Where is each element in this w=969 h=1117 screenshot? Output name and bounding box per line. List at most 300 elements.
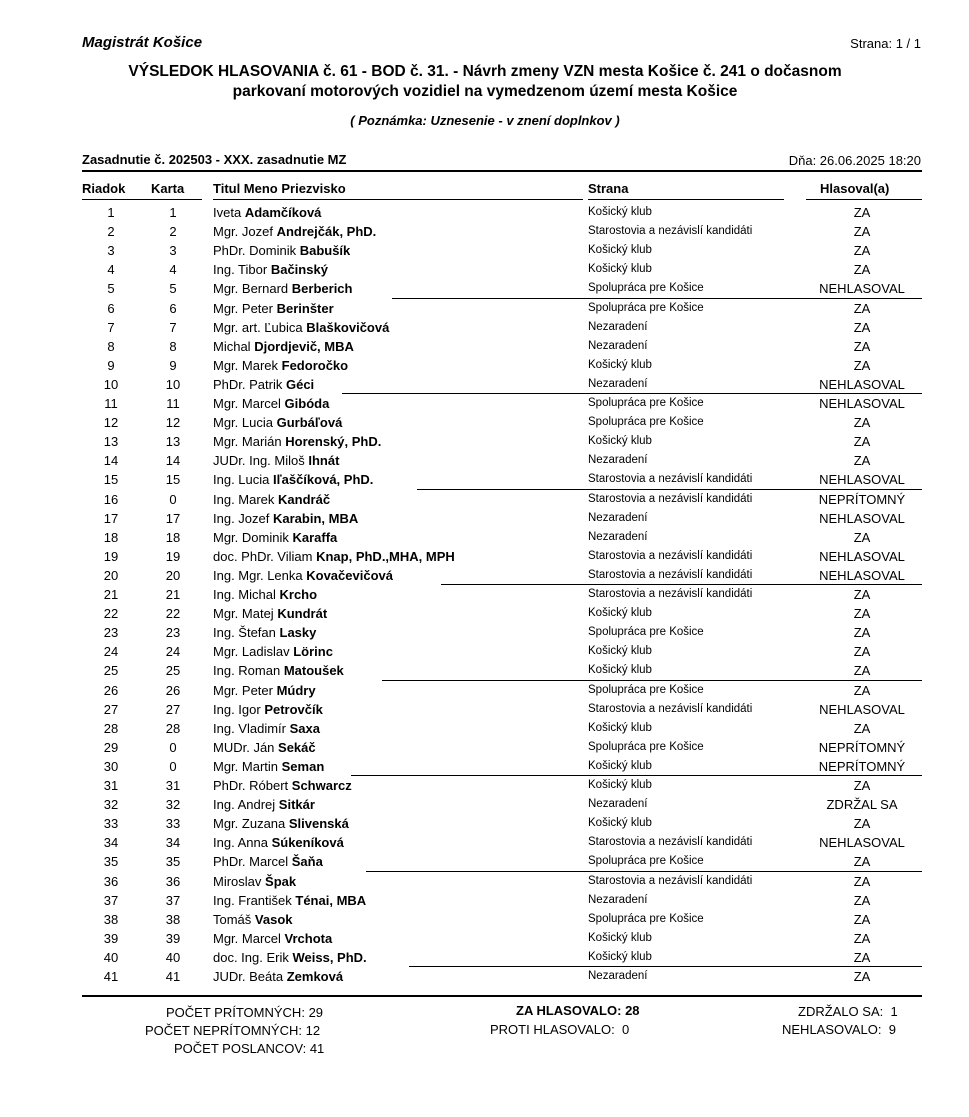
row-number: 1: [107, 205, 115, 220]
row-number: 24: [103, 644, 119, 660]
card-number: 3: [169, 243, 177, 259]
member-surname: Ihnát: [308, 453, 340, 469]
member-name: [213, 549, 455, 564]
row-number: 7: [107, 319, 115, 335]
card-number: 19: [165, 548, 181, 564]
document-title-line1: VÝSLEDOK HLASOVANIA č. 61 - BOD č. 31. - Návrh zmeny VZN mesta Košice č. 241 o dočasnom: [128, 63, 842, 80]
table-row: [0, 585, 969, 604]
card-number: 33: [165, 816, 181, 832]
organization-name: Magistrát Košice: [82, 34, 203, 51]
member-surname: Šaňa: [291, 854, 323, 870]
table-row: [0, 337, 969, 356]
table-row: [0, 661, 969, 680]
vote-result: ZA: [853, 205, 871, 220]
member-party: Košický klub: [588, 817, 652, 830]
member-party: Starostovia a nezávislí kandidáti: [588, 549, 753, 562]
vote-result: ZA: [853, 873, 871, 889]
row-number: 10: [103, 376, 119, 392]
table-row: [0, 623, 969, 642]
member-name: [213, 912, 293, 927]
member-party: Spolupráca pre Košice: [588, 626, 704, 639]
vote-result: ZA: [853, 434, 871, 450]
card-number: 37: [165, 892, 181, 908]
member-party: Spolupráca pre Košice: [588, 912, 704, 925]
member-name: [213, 339, 354, 354]
vote-result: NEHLASOVAL: [819, 835, 905, 851]
vote-result: ZA: [853, 415, 871, 431]
member-surname: Špak: [265, 873, 297, 889]
member-party: Nezaradení: [588, 893, 648, 906]
vote-result: ZA: [853, 262, 871, 278]
member-name: [213, 740, 316, 755]
vote-result: ZA: [853, 529, 871, 545]
row-number: 23: [103, 625, 119, 641]
member-surname: Múdry: [276, 682, 316, 698]
member-title-first-name: Ing. Štefan: [213, 625, 276, 641]
card-number: 32: [165, 797, 181, 813]
member-name: [213, 205, 321, 220]
member-surname: Berinšter: [276, 300, 334, 316]
table-row: [0, 375, 969, 394]
card-number: 1: [169, 205, 177, 220]
member-name: [213, 683, 316, 698]
row-number: 4: [107, 262, 115, 278]
header-underline: [82, 199, 202, 200]
member-title-first-name: JUDr. Beáta: [213, 969, 284, 984]
member-party: Košický klub: [588, 645, 652, 658]
table-row: [0, 738, 969, 757]
column-header-card: Karta: [151, 181, 185, 196]
vote-result: ZA: [853, 357, 871, 373]
summary-present: POČET PRÍTOMNÝCH: 29: [166, 1005, 324, 1020]
member-name: [213, 511, 358, 526]
member-title-first-name: Iveta: [213, 205, 242, 220]
vote-result: NEPRÍTOMNÝ: [818, 491, 906, 507]
table-row: [0, 509, 969, 528]
table-row: [0, 299, 969, 318]
member-name: [213, 759, 324, 774]
vote-result: ZA: [853, 720, 871, 736]
session-info: Zasadnutie č. 202503 - XXX. zasadnutie MZ: [82, 152, 347, 167]
card-number: 36: [165, 873, 181, 889]
member-name: [213, 816, 349, 831]
vote-result: NEHLASOVAL: [819, 701, 905, 717]
table-row: [0, 872, 969, 891]
member-title-first-name: JUDr. Ing. Miloš: [213, 453, 305, 469]
member-surname: Gurbáľová: [276, 415, 343, 431]
vote-result: ZA: [853, 453, 871, 469]
table-row: [0, 470, 969, 489]
member-surname: Vrchota: [284, 930, 333, 946]
row-number: 8: [107, 338, 115, 354]
vote-result: ZA: [853, 930, 871, 946]
member-title-first-name: Mgr. Dominik: [213, 529, 289, 545]
member-surname: Horenský, PhD.: [285, 434, 382, 450]
column-header-party: Strana: [588, 181, 629, 196]
member-surname: Súkeníková: [271, 835, 344, 851]
card-number: 2: [169, 224, 177, 240]
card-number: 13: [165, 434, 181, 450]
vote-result: ZA: [853, 969, 871, 984]
member-title-first-name: Mgr. Matej: [213, 606, 274, 622]
table-row: [0, 700, 969, 719]
member-surname: Saxa: [289, 720, 320, 736]
member-party: Starostovia a nezávislí kandidáti: [588, 492, 753, 505]
member-title-first-name: Mgr. Marek: [213, 357, 279, 373]
member-party: Nezaradení: [588, 320, 648, 333]
member-title-first-name: Mgr. Marcel: [213, 396, 281, 411]
member-party: Spolupráca pre Košice: [588, 416, 704, 429]
member-title-first-name: Miroslav: [213, 873, 262, 889]
card-number: 40: [165, 949, 181, 965]
member-surname: Schwarcz: [291, 778, 352, 793]
member-name: [213, 721, 320, 736]
member-name: [213, 931, 332, 946]
member-name: [213, 262, 328, 277]
vote-result: NEHLASOVAL: [819, 281, 905, 297]
member-party: Košický klub: [588, 759, 652, 772]
vote-result: ZA: [853, 338, 871, 354]
member-title-first-name: PhDr. Róbert: [213, 778, 289, 793]
member-name: [213, 587, 317, 602]
member-surname: Kundrát: [277, 606, 328, 622]
row-number: 32: [103, 797, 119, 813]
member-surname: Iľaščíková, PhD.: [273, 472, 374, 488]
row-number: 6: [107, 300, 115, 316]
table-row: [0, 490, 969, 509]
row-number: 18: [103, 529, 119, 545]
member-name: [213, 472, 373, 487]
row-number: 20: [103, 567, 119, 583]
row-number: 2: [107, 224, 115, 240]
member-party: Košický klub: [588, 950, 652, 963]
member-name: [213, 434, 381, 449]
member-title-first-name: Mgr. art. Ľubica: [213, 319, 303, 335]
member-surname: Andrejčák, PhD.: [276, 224, 377, 240]
member-title-first-name: doc. PhDr. Viliam: [213, 548, 313, 564]
member-title-first-name: PhDr. Dominik: [213, 243, 297, 259]
card-number: 28: [165, 720, 181, 736]
header-underline: [213, 199, 583, 200]
card-number: 27: [165, 701, 181, 717]
member-party: Košický klub: [588, 244, 652, 257]
member-name: [213, 969, 343, 984]
member-title-first-name: Mgr. Jozef: [213, 224, 273, 240]
member-title-first-name: PhDr. Patrik: [213, 376, 283, 392]
table-row: [0, 814, 969, 833]
card-number: 12: [165, 415, 181, 431]
row-number: 21: [103, 587, 119, 602]
card-number: 8: [169, 338, 177, 354]
table-row: [0, 776, 969, 795]
member-name: [213, 625, 316, 640]
member-name: [213, 377, 314, 392]
member-name: [213, 950, 367, 965]
vote-result: ZA: [853, 778, 871, 793]
member-party: Spolupráca pre Košice: [588, 740, 704, 753]
row-number: 9: [107, 357, 115, 373]
member-name: [213, 281, 352, 296]
member-party: Nezaradení: [588, 970, 648, 982]
table-row: [0, 260, 969, 279]
member-title-first-name: Mgr. Ladislav: [213, 644, 290, 660]
member-party: Spolupráca pre Košice: [588, 855, 704, 868]
member-surname: Petrovčík: [264, 701, 323, 717]
member-party: Starostovia a nezávislí kandidáti: [588, 473, 753, 486]
member-name: [213, 224, 376, 239]
member-title-first-name: Ing. Vladimír: [213, 720, 286, 736]
member-title-first-name: Tomáš: [213, 911, 252, 927]
member-party: Nezaradení: [588, 530, 648, 543]
table-row: [0, 279, 969, 298]
table-row: [0, 394, 969, 413]
card-number: 41: [165, 969, 181, 984]
member-surname: Karabin, MBA: [273, 510, 359, 526]
member-party: Starostovia a nezávislí kandidáti: [588, 568, 753, 581]
member-title-first-name: Ing. Jozef: [213, 510, 270, 526]
card-number: 18: [165, 529, 181, 545]
document-title-line2: parkovaní motorových vozidiel na vymedzenom území mesta Košice: [232, 83, 738, 100]
member-name: [213, 568, 393, 583]
member-party: Košický klub: [588, 263, 652, 276]
member-title-first-name: MUDr. Ján: [213, 739, 275, 755]
document-note: ( Poznámka: Uznesenie - v znení doplnkov ): [350, 113, 620, 128]
member-surname: Matoušek: [283, 663, 344, 679]
member-surname: Vasok: [254, 911, 293, 927]
member-surname: Lasky: [279, 625, 317, 641]
row-number: 13: [103, 434, 119, 450]
member-party: Spolupráca pre Košice: [588, 301, 704, 314]
member-surname: Babušík: [299, 243, 351, 259]
summary-absent: POČET NEPRÍTOMNÝCH: 12: [145, 1023, 321, 1038]
member-party: Starostovia a nezávislí kandidáti: [588, 836, 753, 849]
member-title-first-name: PhDr. Marcel: [213, 854, 289, 870]
member-surname: Fedoročko: [281, 357, 349, 373]
member-name: [213, 835, 344, 850]
card-number: 23: [165, 625, 181, 641]
vote-result: NEHLASOVAL: [819, 376, 905, 392]
header-underline: [806, 199, 922, 200]
member-surname: Sitkár: [278, 797, 315, 813]
member-title-first-name: Ing. Lucia: [213, 472, 270, 488]
vote-result: ZA: [853, 625, 871, 641]
member-title-first-name: Ing. Tibor: [213, 262, 268, 278]
member-party: Košický klub: [588, 206, 652, 218]
row-number: 28: [103, 720, 119, 736]
member-title-first-name: Ing. Mgr. Lenka: [213, 567, 303, 583]
member-name: [213, 797, 315, 812]
vote-result: ZA: [853, 911, 871, 927]
row-number: 38: [103, 911, 119, 927]
page-number: Strana: 1 / 1: [850, 36, 921, 51]
card-number: 9: [169, 357, 177, 373]
card-number: 6: [169, 300, 177, 316]
card-number: 38: [165, 911, 181, 927]
card-number: 15: [165, 472, 181, 488]
row-number: 14: [103, 453, 119, 469]
column-header-vote: Hlasoval(a): [820, 181, 890, 196]
card-number: 0: [169, 491, 177, 507]
vote-result: NEHLASOVAL: [819, 567, 905, 583]
member-party: Nezaradení: [588, 377, 648, 390]
row-number: 5: [107, 281, 115, 297]
table-row: [0, 451, 969, 470]
table-row: [0, 318, 969, 337]
row-number: 40: [103, 949, 119, 965]
row-number: 36: [103, 873, 119, 889]
table-row: [0, 719, 969, 738]
table-row: [0, 929, 969, 948]
card-number: 39: [165, 930, 181, 946]
member-party: Starostovia a nezávislí kandidáti: [588, 874, 753, 887]
row-number: 16: [103, 491, 119, 507]
member-name: [213, 415, 342, 430]
member-party: Košický klub: [588, 607, 652, 620]
member-surname: Géci: [285, 376, 315, 392]
vote-result: NEHLASOVAL: [819, 548, 905, 564]
table-row: [0, 203, 969, 222]
vote-result: ZA: [853, 606, 871, 622]
member-title-first-name: Mgr. Peter: [213, 300, 273, 316]
member-title-first-name: Ing. František: [213, 892, 292, 908]
member-surname: Adamčíková: [244, 205, 322, 220]
card-number: 11: [166, 396, 180, 411]
member-title-first-name: Ing. Anna: [213, 835, 268, 851]
vote-result: ZA: [853, 682, 871, 698]
member-name: [213, 644, 333, 659]
member-surname: Kandráč: [278, 491, 331, 507]
vote-result: NEPRÍTOMNÝ: [818, 758, 906, 774]
member-surname: Lörinc: [293, 644, 333, 660]
member-name: [213, 778, 352, 793]
row-number: 31: [103, 778, 119, 793]
header-underline: [588, 199, 784, 200]
column-header-row: Riadok: [82, 181, 126, 196]
vote-result: ZA: [853, 816, 871, 832]
table-row: [0, 222, 969, 241]
card-number: 4: [169, 262, 177, 278]
member-title-first-name: Ing. Michal: [213, 587, 276, 602]
member-name: [213, 854, 323, 869]
card-number: 26: [165, 682, 181, 698]
member-party: Starostovia a nezávislí kandidáti: [588, 588, 753, 600]
row-number: 37: [103, 892, 119, 908]
summary-abstained: ZDRŽALO SA: 1: [798, 1004, 898, 1019]
card-number: 0: [169, 758, 177, 774]
session-date: Dňa: 26.06.2025 18:20: [788, 153, 921, 168]
member-party: Nezaradení: [588, 339, 648, 352]
member-name: [213, 320, 389, 335]
card-number: 0: [169, 739, 177, 755]
member-party: Košický klub: [588, 358, 652, 371]
member-party: Spolupráca pre Košice: [588, 282, 704, 295]
member-name: [213, 874, 296, 889]
member-party: Starostovia a nezávislí kandidáti: [588, 702, 753, 715]
row-number: 30: [103, 758, 119, 774]
vote-result: ZA: [853, 949, 871, 965]
card-number: 22: [165, 606, 181, 622]
summary-notvoted: NEHLASOVALO: 9: [782, 1022, 896, 1037]
table-row: [0, 795, 969, 814]
vote-result: ZA: [853, 300, 871, 316]
member-party: Nezaradení: [588, 454, 648, 467]
member-surname: Djordjevič, MBA: [254, 338, 354, 354]
row-number: 35: [103, 854, 119, 870]
member-surname: Karaffa: [292, 529, 338, 545]
card-number: 31: [165, 778, 181, 793]
row-number: 17: [103, 510, 119, 526]
member-title-first-name: Mgr. Marián: [213, 434, 282, 450]
vote-result: NEHLASOVAL: [819, 396, 905, 411]
vote-result: NEHLASOVAL: [819, 510, 905, 526]
member-title-first-name: Mgr. Peter: [213, 682, 273, 698]
member-surname: Sekáč: [278, 739, 316, 755]
card-number: 24: [165, 644, 181, 660]
table-row: [0, 432, 969, 451]
member-party: Košický klub: [588, 931, 652, 944]
member-name: [213, 453, 339, 468]
vote-result: ZDRŽAL SA: [826, 797, 898, 813]
member-name: [213, 702, 323, 717]
table-row: [0, 757, 969, 776]
vote-result: ZA: [853, 224, 871, 240]
member-title-first-name: doc. Ing. Erik: [213, 949, 289, 965]
member-title-first-name: Mgr. Marcel: [213, 930, 281, 946]
member-title-first-name: Mgr. Zuzana: [213, 816, 286, 832]
row-number: 26: [103, 682, 119, 698]
table-row: [0, 547, 969, 566]
member-party: Košický klub: [588, 779, 652, 791]
member-surname: Kovačevičová: [306, 567, 393, 583]
member-title-first-name: Mgr. Martin: [213, 758, 279, 774]
table-row: [0, 413, 969, 432]
member-party: Nezaradení: [588, 511, 648, 524]
member-name: [213, 606, 327, 621]
member-name: [213, 530, 337, 545]
member-title-first-name: Ing. Marek: [213, 491, 275, 507]
row-number: 25: [103, 663, 119, 679]
table-row: [0, 356, 969, 375]
member-party: Spolupráca pre Košice: [588, 397, 704, 409]
member-party: Nezaradení: [588, 798, 648, 811]
card-number: 14: [165, 453, 181, 469]
table-row: [0, 948, 969, 967]
member-surname: Krcho: [279, 587, 318, 602]
summary-for: ZA HLASOVALO: 28: [516, 1003, 640, 1018]
vote-result: NEHLASOVAL: [819, 472, 905, 488]
row-number: 39: [103, 930, 119, 946]
vote-result: ZA: [853, 319, 871, 335]
table-row: [0, 241, 969, 260]
member-name: [213, 243, 350, 258]
member-party: Košický klub: [588, 721, 652, 734]
member-title-first-name: Mgr. Bernard: [213, 281, 289, 297]
card-number: 25: [165, 663, 181, 679]
table-row: [0, 604, 969, 623]
member-party: Spolupráca pre Košice: [588, 683, 704, 696]
card-number: 34: [165, 835, 181, 851]
table-row: [0, 891, 969, 910]
table-row: [0, 967, 969, 986]
table-row: [0, 566, 969, 585]
card-number: 10: [165, 376, 181, 392]
row-number: 11: [104, 396, 118, 411]
member-party: Starostovia a nezávislí kandidáti: [588, 225, 753, 238]
member-title-first-name: Michal: [213, 338, 251, 354]
member-surname: Weiss, PhD.: [292, 949, 367, 965]
member-party: Košický klub: [588, 664, 652, 677]
card-number: 21: [165, 587, 181, 602]
